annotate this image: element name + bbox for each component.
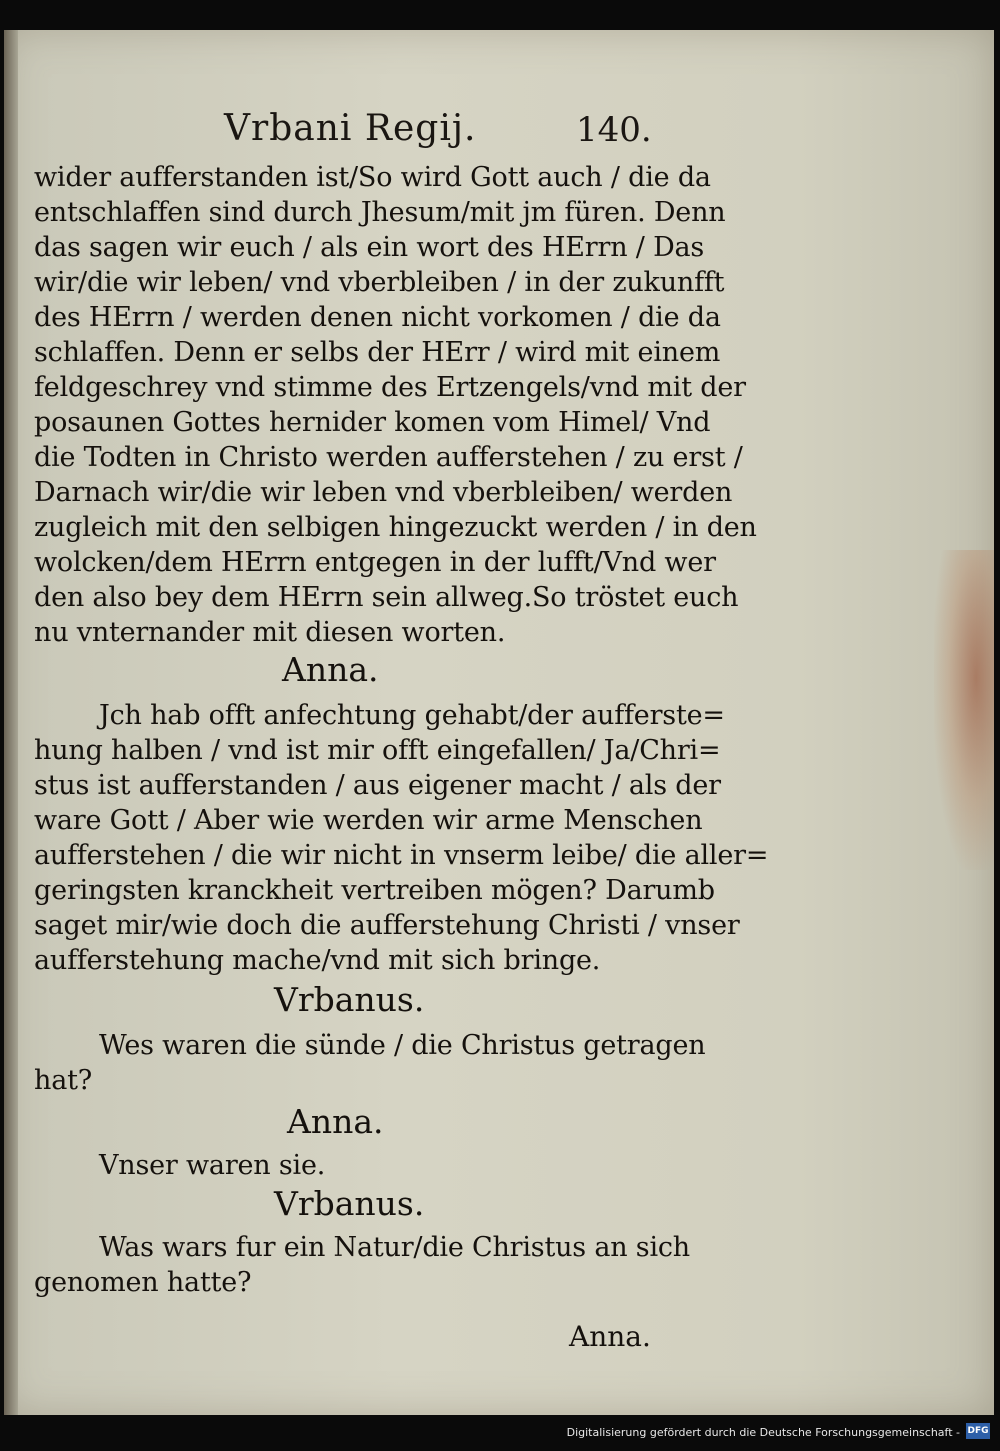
text-line: saget mir/wie doch die aufferstehung Christi / vnser — [34, 910, 740, 941]
text-line: entschlaffen sind durch Jhesum/mit jm füren. Denn — [34, 197, 726, 228]
text-line: aufferstehen / die wir nicht in vnserm leibe/ die aller= — [34, 840, 769, 871]
text-line: stus ist aufferstanden / aus eigener macht / als der — [34, 770, 721, 801]
text-line: nu vnternander mit diesen worten. — [34, 617, 506, 648]
text-line: genomen hatte? — [34, 1267, 252, 1298]
text-line: zugleich mit den selbigen hingezuckt werden / in den — [34, 512, 757, 543]
page-number: 140. — [576, 110, 652, 150]
footer-credit: Digitalisierung gefördert durch die Deutsche Forschungsgemeinschaft - — [566, 1426, 960, 1439]
text-line: wir/die wir leben/ vnd vberbleiben / in der zukunfft — [34, 267, 725, 298]
text-block — [4, 30, 994, 1415]
catchword: Anna. — [569, 1320, 651, 1353]
text-line: Jch hab offt anfechtung gehabt/der aufferste= — [99, 700, 725, 731]
text-line: den also bey dem HErrn sein allweg.So tröstet euch — [34, 582, 739, 613]
text-line: wolcken/dem HErrn entgegen in der lufft/Vnd wer — [34, 547, 716, 578]
speaker-heading-anna: Anna. — [287, 1102, 384, 1141]
text-line: Wes waren die sünde / die Christus getragen — [99, 1030, 706, 1061]
speaker-heading-urbanus: Vrbanus. — [274, 1184, 425, 1223]
text-line: geringsten kranckheit vertreiben mögen? Darumb — [34, 875, 715, 906]
text-line: die Todten in Christo werden aufferstehen / zu erst / — [34, 442, 743, 473]
speaker-heading-urbanus: Vrbanus. — [274, 980, 425, 1019]
speaker-heading-anna: Anna. — [282, 650, 379, 689]
text-line: ware Gott / Aber wie werden wir arme Menschen — [34, 805, 703, 836]
text-line: feldgeschrey vnd stimme des Ertzengels/vnd mit der — [34, 372, 746, 403]
text-line: posaunen Gottes hernider komen vom Himel/ Vnd — [34, 407, 711, 438]
text-line: aufferstehung mache/vnd mit sich bringe. — [34, 945, 601, 976]
text-line: Vnser waren sie. — [99, 1150, 326, 1181]
digitization-footer — [0, 1418, 1000, 1451]
text-line: wider aufferstanden ist/So wird Gott auch / die da — [34, 162, 711, 193]
dfg-logo-icon: DFG — [966, 1423, 990, 1439]
text-line: schlaffen. Denn er selbs der HErr / wird mit einem — [34, 337, 721, 368]
text-line: hat? — [34, 1065, 93, 1096]
text-line: das sagen wir euch / als ein wort des HErrn / Das — [34, 232, 705, 263]
book-page — [4, 30, 994, 1415]
text-line: Darnach wir/die wir leben vnd vberbleiben/ werden — [34, 477, 733, 508]
text-line: des HErrn / werden denen nicht vorkomen / die da — [34, 302, 721, 333]
text-line: hung halben / vnd ist mir offt eingefallen/ Ja/Chri= — [34, 735, 721, 766]
running-head-title: Vrbani Regij. — [224, 108, 477, 149]
text-line: Was wars fur ein Natur/die Christus an sich — [99, 1232, 690, 1263]
